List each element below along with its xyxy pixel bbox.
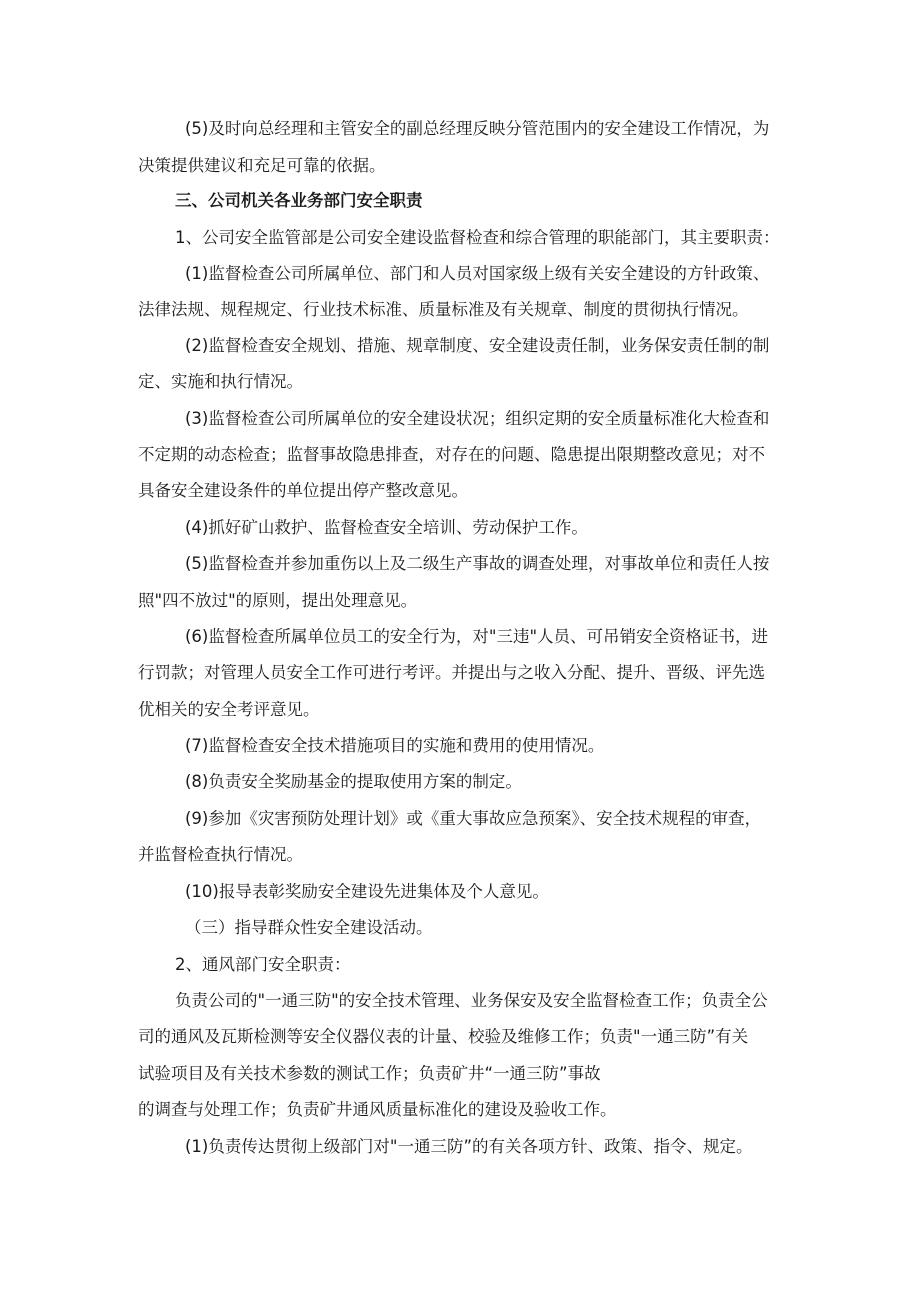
text-line: (6)监督检查所属单位员工的安全行为，对"三违"人员、可吊销安全资格证书，进 <box>185 627 769 646</box>
text-line: (4)抓好矿山救护、监督检查安全培训、劳动保护工作。 <box>185 518 588 537</box>
text-line: 定、实施和执行情况。 <box>138 372 303 391</box>
text-line: 负责公司的"一通三防"的安全技术管理、业务保安及安全监督检查工作；负责全公 <box>175 991 768 1010</box>
text-line: 决策提供建议和充足可靠的依据。 <box>138 156 386 175</box>
text-line: 试验项目及有关技术参数的测试工作；负责矿井“一通三防”事故 <box>138 1064 601 1083</box>
text-line: (8)负责安全奖励基金的提取使用方案的制定。 <box>185 772 522 791</box>
text-line: (3)监督检查公司所属单位的安全建设状况；组织定期的安全质量标准化大检查和 <box>185 409 770 428</box>
text-line: （三）指导群众性安全建设活动。 <box>185 918 433 937</box>
text-line: 具备安全建设条件的单位提出停产整改意见。 <box>138 481 468 500</box>
text-line: 不定期的动态检查；监督事故隐患排查，对存在的问题、隐患提出限期整改意见；对不 <box>138 445 765 464</box>
text-line: (1)监督检查公司所属单位、部门和人员对国家级上级有关安全建设的方针政策、 <box>185 264 770 283</box>
text-line: (7)监督检查安全技术措施项目的实施和费用的使用情况。 <box>185 736 605 755</box>
text-line: 司的通风及瓦斯检测等安全仪器仪表的计量、校验及维修工作；负责"一通三防”有关 <box>138 1027 749 1046</box>
text-line: 1、公司安全监管部是公司安全建设监督检查和综合管理的职能部门，其主要职责： <box>175 228 780 247</box>
text-line: (9)参加《灾害预防处理计划》或《重大事故应急预案》、安全技术规程的审查， <box>185 809 762 828</box>
text-line: 的调查与处理工作；负责矿井通风质量标准化的建设及验收工作。 <box>138 1100 617 1119</box>
text-line: (1)负责传达贯彻上级部门对"一通三防”的有关各项方针、政策、指令、规定。 <box>185 1137 753 1156</box>
text-line: (2)监督检查安全规划、措施、规章制度、安全建设责任制，业务保安责任制的制 <box>185 336 770 355</box>
text-line: (5)及时向总经理和主管安全的副总经理反映分管范围内的安全建设工作情况，为 <box>185 119 770 138</box>
text-line: (5)监督检查并参加重伤以上及二级生产事故的调查处理，对事故单位和责任人按 <box>185 554 770 573</box>
text-line: 行罚款；对管理人员安全工作可进行考评。并提出与之收入分配、提升、晋级、评先选 <box>138 663 765 682</box>
text-line: 2、通风部门安全职责： <box>175 955 351 974</box>
text-line: 法律法规、规程规定、行业技术标准、质量标准及有关规章、制度的贯彻执行情况。 <box>138 300 749 319</box>
section-heading: 三、公司机关各业务部门安全职责 <box>175 191 423 210</box>
text-line: 照"四不放过"的原则，提出处理意见。 <box>138 591 418 610</box>
text-line: 优相关的安全考评意见。 <box>138 700 320 719</box>
text-line: 并监督检查执行情况。 <box>138 845 303 864</box>
text-line: (10)报导表彰奖励安全建设先进集体及个人意见。 <box>185 882 549 901</box>
